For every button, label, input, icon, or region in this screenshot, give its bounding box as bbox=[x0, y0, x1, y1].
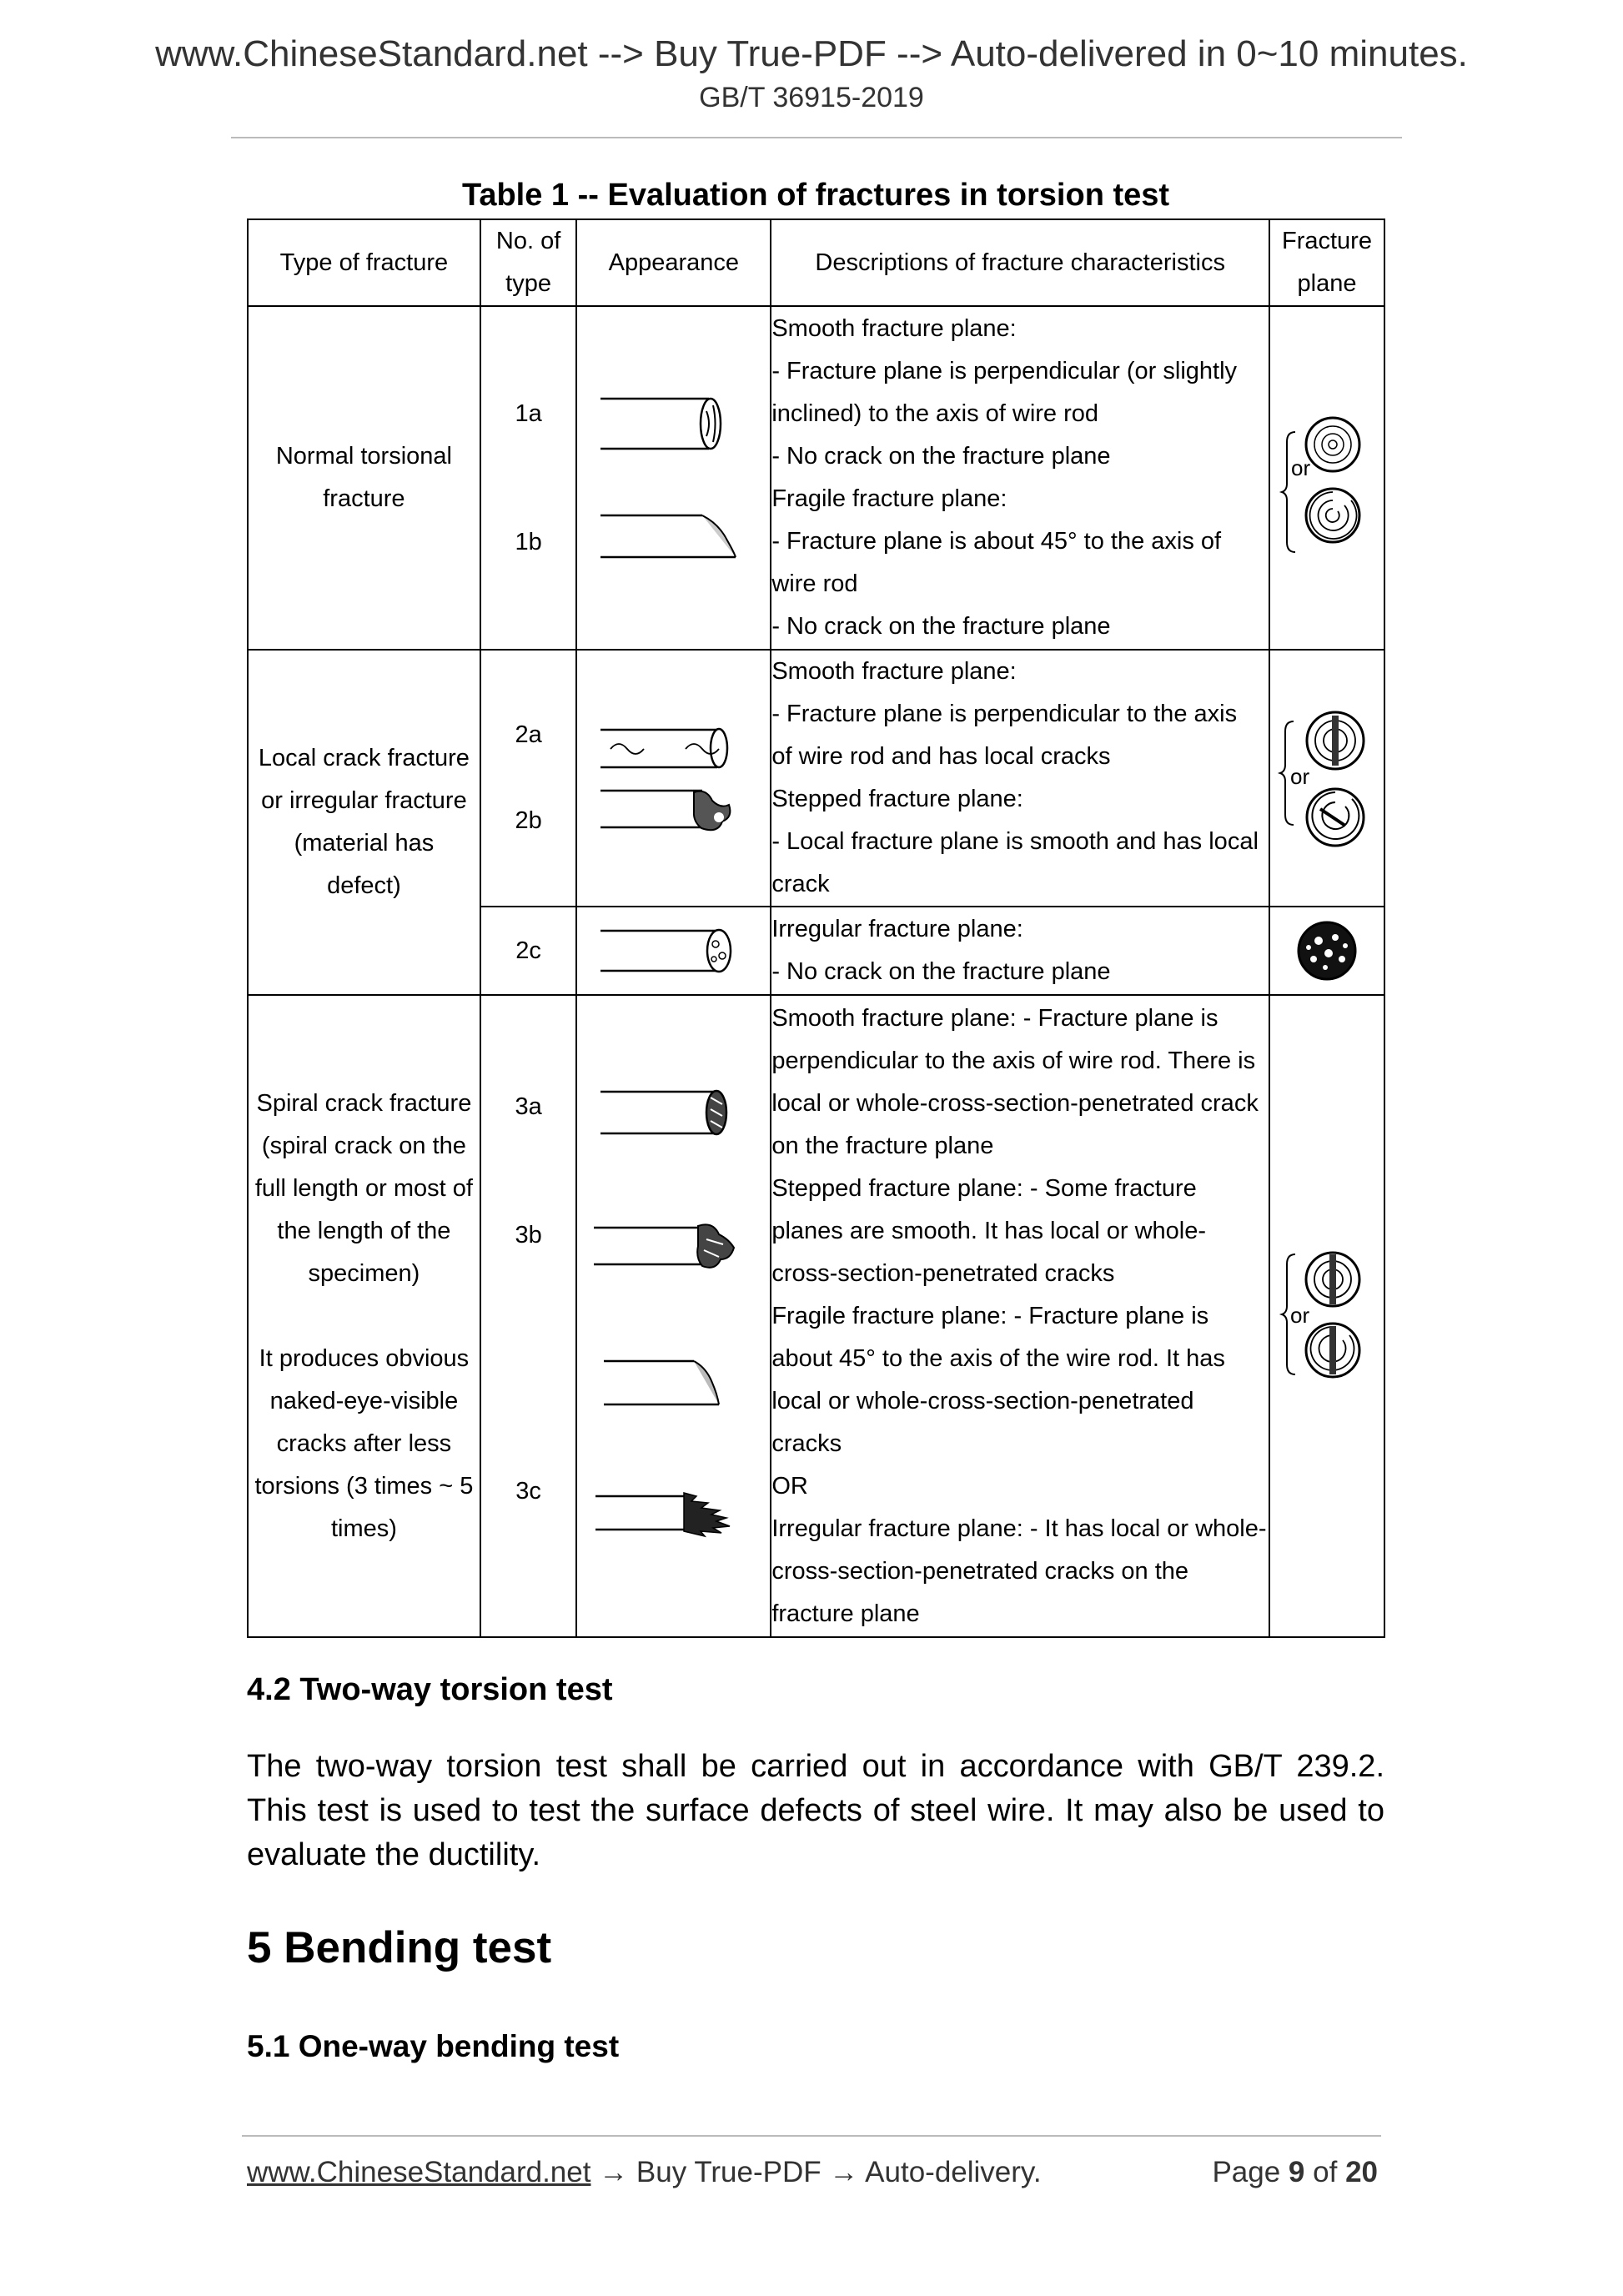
no-cell: 2a 2b bbox=[480, 650, 577, 907]
header-no: No. of type bbox=[480, 219, 577, 306]
plane-cell bbox=[1269, 306, 1384, 650]
type-cell: Local crack fracture or irregular fracture (material has defect) bbox=[248, 650, 480, 995]
fracture-plane-icon bbox=[1270, 651, 1384, 906]
footer-text: → Buy True-PDF → Auto-delivery. bbox=[590, 2156, 1042, 2188]
table-title: Table 1 -- Evaluation of fractures in torsion test bbox=[461, 178, 1170, 213]
fracture-plane-icon bbox=[1270, 996, 1384, 1636]
header-appearance: Appearance bbox=[576, 219, 771, 306]
header-banner: www.ChineseStandard.net --> Buy True-PDF --> Auto-delivered in 0~10 minutes. bbox=[155, 33, 1468, 74]
footer-link[interactable]: www.ChineseStandard.net bbox=[247, 2156, 591, 2188]
fracture-plane-icon bbox=[1270, 307, 1384, 649]
wire-specimen-icon bbox=[577, 996, 770, 1636]
header-plane: Fracture plane bbox=[1269, 219, 1384, 306]
section-5-title: 5 Bending test bbox=[247, 1923, 552, 1972]
or-label: or bbox=[1291, 455, 1311, 480]
description-cell: Smooth fracture plane: - Fracture plane is perpendicular (or slightly inclined) to the axis of wire rod - No crack on the fracture plane Fragile fracture plane: - Fracture plane is about 45° to the axis of wire rod - No crack on the fracture plane bbox=[771, 306, 1269, 650]
appearance-cell bbox=[576, 306, 771, 650]
plane-cell bbox=[1269, 650, 1384, 907]
or-label: or bbox=[1290, 1303, 1310, 1328]
standard-number: GB/T 36915-2019 bbox=[699, 82, 924, 113]
no-cell: 1a 1b bbox=[480, 306, 577, 650]
section-4-2-title: 4.2 Two-way torsion test bbox=[247, 1672, 613, 1707]
no-cell: 3a 3b 3c bbox=[480, 995, 577, 1637]
header-description: Descriptions of fracture characteristics bbox=[771, 219, 1269, 306]
table-row bbox=[248, 650, 1384, 907]
irregular-plane-icon bbox=[1270, 907, 1384, 994]
section-5-1-title: 5.1 One-way bending test bbox=[247, 2029, 620, 2063]
fracture-table bbox=[247, 219, 1385, 1638]
description-cell: Smooth fracture plane: - Fracture plane is perpendicular to the axis of wire rod and has local cracks Stepped fracture plane: - Local fracture plane is smooth and has local crack bbox=[771, 650, 1269, 907]
or-label: or bbox=[1290, 764, 1310, 789]
table-row bbox=[248, 306, 1384, 650]
footer-divider bbox=[242, 2135, 1381, 2137]
table-header-row bbox=[248, 219, 1384, 306]
plane-cell bbox=[1269, 995, 1384, 1637]
wire-specimen-icon bbox=[577, 907, 770, 994]
footer bbox=[247, 2156, 1384, 2189]
appearance-cell bbox=[576, 907, 771, 995]
table-row bbox=[248, 995, 1384, 1637]
page-indicator: Page 9 of 20 bbox=[1212, 2156, 1378, 2188]
wire-specimen-icon bbox=[577, 651, 770, 906]
header-type: Type of fracture bbox=[248, 219, 480, 306]
appearance-cell bbox=[576, 995, 771, 1637]
type-cell: Normal torsional fracture bbox=[248, 306, 480, 650]
type-cell: Spiral crack fracture (spiral crack on the full length or most of the length of the specimen) It produces obvious naked-eye-visible cracks after less torsions (3 times ~ 5 times) bbox=[248, 995, 480, 1637]
no-cell: 2c bbox=[480, 907, 577, 995]
header-divider bbox=[231, 137, 1402, 138]
wire-specimen-icon bbox=[577, 307, 770, 649]
plane-cell bbox=[1269, 907, 1384, 995]
section-4-2-body: The two-way torsion test shall be carried out in accordance with GB/T 239.2. This test is used to test the surface defects of steel wire. It may also be used to evaluate the ductility. bbox=[247, 1749, 1384, 1872]
description-cell: Irregular fracture plane: - No crack on the fracture plane bbox=[771, 907, 1269, 995]
appearance-cell bbox=[576, 650, 771, 907]
description-cell: Smooth fracture plane: - Fracture plane is perpendicular to the axis of wire rod. There is local or whole-cross-section-penetrated crack on the fracture plane Stepped fracture plane: - Some fracture planes are smooth. It has local or whole- cross-section-penetrated cracks Fragile fracture plane: - Fracture plane is about 45° to the axis of the wire rod. It has local or whole-cross-section-penetrated cracks OR Irregular fracture plane: - It has local or whole- cross-section-penetrated cracks on the fracture plane bbox=[771, 995, 1269, 1637]
